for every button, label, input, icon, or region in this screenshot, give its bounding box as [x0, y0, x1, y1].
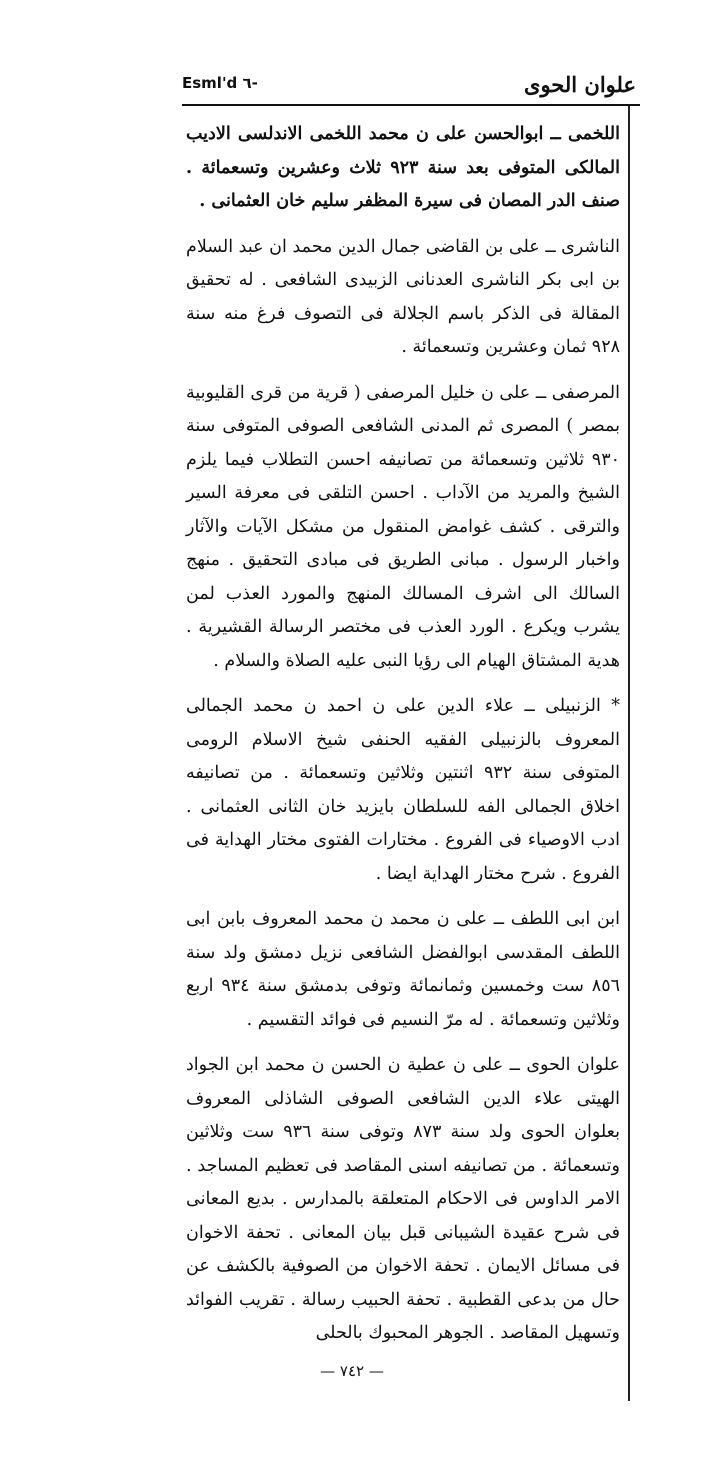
entry-marsafi: المرصفى ــ على ن خليل المرصفى ( قرية من قرى القليوبية بمصر ) المصرى ثم المدنى الشافعى الصوفى المتوفى سنة ٩٣٠ ثلاثين وتسعمائة من تصانيفه احسن التطلاب فيما يلزم الشيخ والمريد من الآداب . احسن التلقى فى معرفة السير والترقى . كشف غوامض المنقول من مشكل الآيات والآثار واخبار الرسول . مبانى الطريق فى مبادى التحقيق . منهج السالك الى اشرف المسالك المنهج والمورد العذب لمن يشرب ويكرع . الورد العذب فى مختصر الرسالة القشيرية . هدية المشتاق الهيام الى رؤيا النبى عليه الصلاة والسلام .	[186, 382, 620, 671]
entry-lakhmi: اللخمى ــ ابوالحسن على ن محمد اللخمى الاندلسى الاديب المالكى المتوفى بعد سنة ٩٢٣ ثلاث وعشرين وتسعمائة . صنف الدر المصان فى سيرة المظفر سليم خان العثمانى .	[186, 124, 620, 211]
entries-column	[186, 118, 620, 1363]
header-divider	[182, 104, 640, 106]
margin-rule	[628, 106, 630, 1401]
entry-ibn-abi-al-lutf: ابن ابى اللطف ــ على ن محمد ن محمد المعروف بابن ابى اللطف المقدسى ابوالفضل الشافعى نزيل دمشق ولد سنة ٨٥٦ ست وخمسين وثمانمائة وتوفى بدمشق سنة ٩٣٤ اربع وثلاثين وتسعمائة . له مرّ النسيم فى فوائد التقسيم .	[186, 909, 620, 1030]
header-title: علوان الحوى	[524, 72, 636, 97]
entry-alwan-al-hawi: علوان الحوى ــ على ن عطية ن الحسن ن محمد ابن الجواد الهيتى علاء الدين الشافعى الصوفى الشاذلى المعروف بعلوان الحوى ولد سنة ٨٧٣ وتوفى سنة ٩٣٦ ست وثلاثين وتسعمائة . من تصانيفه اسنى المقاصد فى تعظيم المساجد . الامر الداوس فى الاحكام المتعلقة بالمدارس . بديع المعانى فى شرح عقيدة الشيبانى قبل بيان المعانى . تحفة الاخوان فى مسائل الايمان . تحفة الاخوان من الصوفية بالكشف عن حال من بدعى القطبية . تحفة الحبيب رسالة . تقريب الفوائد وتسهيل المقاصد . الجوهر المحبوك بالحلى	[186, 1055, 620, 1343]
entry-zanbili: * الزنبيلى ــ علاء الدين على ن احمد ن محمد الجمالى المعروف بالزنبيلى الفقيه الحنفى شيخ الاسلام الرومى المتوفى سنة ٩٣٢ اثنتين وثلاثين وتسعمائة . من تصانيفه اخلاق الجمالى الفه للسلطان بايزيد خان الثانى العثمانى . ادب الاوصياء فى الفروع . مختارات الفتوى مختار الهداية فى الفروع . شرح مختار الهداية ايضا .	[186, 696, 620, 884]
entry-nashiri: الناشرى ــ على بن القاضى جمال الدين محمد ان عبد السلام بن ابى بكر الناشرى العدنانى الزبيدى الشافعى . له تحقيق المقالة فى الذكر باسم الجلالة فى التصوف فرغ منه سنة ٩٢٨ ثمان وعشرين وتسعمائة .	[186, 236, 620, 357]
running-header	[182, 70, 636, 102]
page-number: — ٧٤٢ —	[320, 1362, 384, 1380]
header-code: Esml'd ٦-	[182, 74, 258, 92]
